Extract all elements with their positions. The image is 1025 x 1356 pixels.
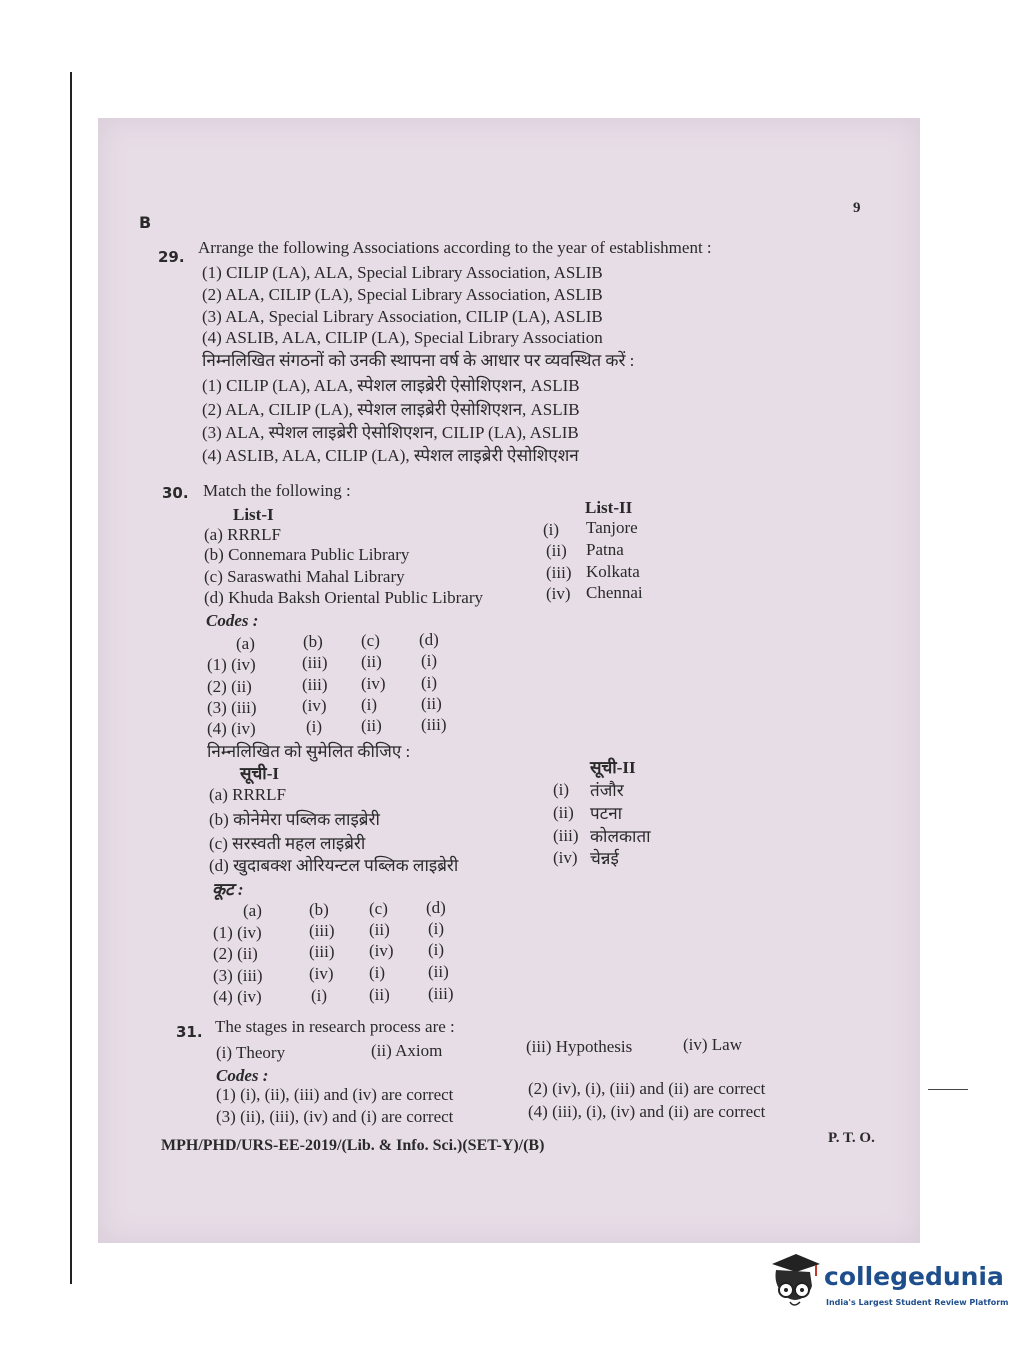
set-letter: B xyxy=(139,213,152,232)
q30-hi-codes-r4-c3: (ii) xyxy=(369,985,390,1004)
q30-codes-r2-c4: (i) xyxy=(421,673,438,692)
q30-number: 30. xyxy=(162,484,189,502)
pto-label: P. T. O. xyxy=(828,1130,875,1146)
q30-codes-r3-c1: (3) (iii) xyxy=(207,698,257,717)
q29-option-en-2: (2) ALA, CILIP (LA), Special Library Association, ASLIB xyxy=(202,285,603,304)
q31-option-1: (1) (i), (ii), (iii) and (iv) are correct xyxy=(216,1085,454,1104)
q30-codes-header-b: (b) xyxy=(303,632,323,651)
q30-list1-en-b: (b) Connemara Public Library xyxy=(204,545,410,564)
q30-hi-codes-r2-c3: (iv) xyxy=(369,941,394,960)
q30-list1-hi-c: (c) सरस्वती महल लाइब्रेरी xyxy=(209,834,366,853)
q30-list2-hi-num-3: (iii) xyxy=(553,826,579,845)
q30-codes-r2-c3: (iv) xyxy=(361,674,386,693)
q30-list2-hi-val-2: पटना xyxy=(590,804,623,823)
page-number: 9 xyxy=(853,200,861,216)
q29-option-hi-3: (3) ALA, स्पेशल लाइब्रेरी ऐसोशिएशन, CILIP (LA), ASLIB xyxy=(202,423,579,442)
q30-list1-en-c: (c) Saraswathi Mahal Library xyxy=(204,567,405,586)
q30-list2-en-val-3: Kolkata xyxy=(586,562,640,581)
q30-codes-r3-c4: (ii) xyxy=(421,694,442,713)
q30-codes-r2-c1: (2) (ii) xyxy=(207,677,252,696)
q30-hi-codes-r1-c4: (i) xyxy=(428,919,445,938)
q31-item-1: (i) Theory xyxy=(216,1043,286,1062)
q30-hi-codes-r3-c1: (3) (iii) xyxy=(213,966,263,985)
q29-option-hi-4: (4) ASLIB, ALA, CILIP (LA), स्पेशल लाइब्रेरी ऐसोशिएशन xyxy=(202,446,579,465)
q30-list2-hi-num-4: (iv) xyxy=(553,848,578,867)
q30-list1-en-a: (a) RRRLF xyxy=(204,525,281,544)
q30-list2-hi-num-1: (i) xyxy=(553,780,570,799)
q30-list2-hi-val-1: तंजौर xyxy=(590,781,624,800)
q30-list2-en-val-1: Tanjore xyxy=(586,518,638,537)
q29-option-en-3: (3) ALA, Special Library Association, CILIP (LA), ASLIB xyxy=(202,307,603,326)
q30-hi-codes-header-b: (b) xyxy=(309,900,329,919)
q29-option-hi-2: (2) ALA, CILIP (LA), स्पेशल लाइब्रेरी ऐसोशिएशन, ASLIB xyxy=(202,400,580,419)
q29-option-hi-1: (1) CILIP (LA), ALA, स्पेशल लाइब्रेरी ऐसोशिएशन, ASLIB xyxy=(202,376,580,395)
q30-codes-r4-c3: (ii) xyxy=(361,716,382,735)
q31-stem: The stages in research process are : xyxy=(215,1017,455,1036)
q30-hi-codes-header-c: (c) xyxy=(369,899,388,918)
q30-codes-label-hi: कूट : xyxy=(212,880,244,899)
q29-option-en-4: (4) ASLIB, ALA, CILIP (LA), Special Library Association xyxy=(202,328,603,347)
q30-codes-header-d: (d) xyxy=(419,630,439,649)
q30-codes-r4-c2: (i) xyxy=(306,717,323,736)
q30-list1-en-d: (d) Khuda Baksh Oriental Public Library xyxy=(204,588,484,607)
q30-hi-codes-header-a: (a) xyxy=(243,901,262,920)
q30-list2-en-val-4: Chennai xyxy=(586,583,643,602)
q30-list2-en-num-4: (iv) xyxy=(546,584,571,603)
q30-list2-en-val-2: Patna xyxy=(586,540,624,559)
q29-number: 29. xyxy=(158,248,185,266)
q30-stem-en: Match the following : xyxy=(203,481,351,500)
q29-option-en-1: (1) CILIP (LA), ALA, Special Library Association, ASLIB xyxy=(202,263,603,282)
q30-hi-codes-r4-c2: (i) xyxy=(311,986,328,1005)
q30-list2-hi-val-4: चेन्नई xyxy=(590,849,619,868)
q30-list2-title-en: List-II xyxy=(585,498,633,517)
q31-item-3: (iii) Hypothesis xyxy=(526,1037,633,1056)
q30-stem-hi: निम्नलिखित को सुमेलित कीजिए : xyxy=(207,742,411,761)
q30-codes-r3-c3: (i) xyxy=(361,695,378,714)
q30-hi-codes-r1-c2: (iii) xyxy=(309,921,335,940)
q31-item-2: (ii) Axiom xyxy=(371,1041,443,1060)
q30-hi-codes-r1-c1: (1) (iv) xyxy=(213,923,262,942)
q31-option-4: (4) (iii), (i), (iv) and (ii) are correct xyxy=(528,1102,766,1121)
q31-number: 31. xyxy=(176,1023,203,1041)
collegedunia-mascot-icon xyxy=(766,1250,822,1312)
q30-list1-hi-a: (a) RRRLF xyxy=(209,785,286,804)
q30-hi-codes-r3-c4: (ii) xyxy=(428,962,449,981)
q31-codes-label: Codes : xyxy=(216,1066,269,1085)
q29-stem-en: Arrange the following Associations according to the year of establishment : xyxy=(198,238,712,257)
q30-list1-hi-b: (b) कोनेमेरा पब्लिक लाइब्रेरी xyxy=(209,810,380,829)
q30-hi-codes-r2-c2: (iii) xyxy=(309,942,335,961)
q30-codes-r3-c2: (iv) xyxy=(302,696,327,715)
q30-list1-title-hi: सूची-I xyxy=(240,764,279,783)
q30-list1-hi-d: (d) खुदाबक्श ओरियन्टल पब्लिक लाइब्रेरी xyxy=(209,856,459,875)
margin-dash xyxy=(928,1089,968,1090)
q30-codes-r4-c4: (iii) xyxy=(421,715,447,734)
q30-codes-r2-c2: (iii) xyxy=(302,675,328,694)
collegedunia-tagline: India's Largest Student Review Platform xyxy=(826,1298,1009,1307)
q29-stem-hi: निम्नलिखित संगठनों को उनकी स्थापना वर्ष के आधार पर व्यवस्थित करें : xyxy=(202,351,635,370)
q30-codes-label-en: Codes : xyxy=(206,611,259,630)
q30-codes-r4-c1: (4) (iv) xyxy=(207,719,256,738)
q30-hi-codes-r4-c1: (4) (iv) xyxy=(213,987,262,1006)
q31-option-3: (3) (ii), (iii), (iv) and (i) are correct xyxy=(216,1107,454,1126)
q30-list1-title-en: List-I xyxy=(233,505,274,524)
q30-hi-codes-r3-c3: (i) xyxy=(369,963,386,982)
q31-option-2: (2) (iv), (i), (iii) and (ii) are correct xyxy=(528,1079,766,1098)
q30-hi-codes-header-d: (d) xyxy=(426,898,446,917)
q30-codes-r1-c1: (1) (iv) xyxy=(207,655,256,674)
q30-hi-codes-r4-c4: (iii) xyxy=(428,984,454,1003)
q30-hi-codes-r3-c2: (iv) xyxy=(309,964,334,983)
paper-code: MPH/PHD/URS-EE-2019/(Lib. & Info. Sci.)(SET-Y)/(B) xyxy=(161,1137,545,1154)
q31-item-4: (iv) Law xyxy=(683,1035,743,1054)
q30-list2-en-num-2: (ii) xyxy=(546,541,567,560)
collegedunia-brand: collegedunia xyxy=(824,1262,1004,1291)
q30-hi-codes-r2-c1: (2) (ii) xyxy=(213,944,258,963)
q30-list2-title-hi: सूची-II xyxy=(590,758,636,777)
q30-list2-en-num-3: (iii) xyxy=(546,563,572,582)
q30-codes-r1-c3: (ii) xyxy=(361,652,382,671)
q30-list2-hi-num-2: (ii) xyxy=(553,803,574,822)
q30-hi-codes-r2-c4: (i) xyxy=(428,940,445,959)
q30-codes-header-a: (a) xyxy=(236,634,255,653)
q30-hi-codes-r1-c3: (ii) xyxy=(369,920,390,939)
scan-edge-line xyxy=(70,72,72,1284)
q30-list2-en-num-1: (i) xyxy=(543,520,560,539)
q30-codes-r1-c2: (iii) xyxy=(302,653,328,672)
q30-codes-r1-c4: (i) xyxy=(421,651,438,670)
q30-codes-header-c: (c) xyxy=(361,631,380,650)
q30-list2-hi-val-3: कोलकाता xyxy=(590,827,651,846)
